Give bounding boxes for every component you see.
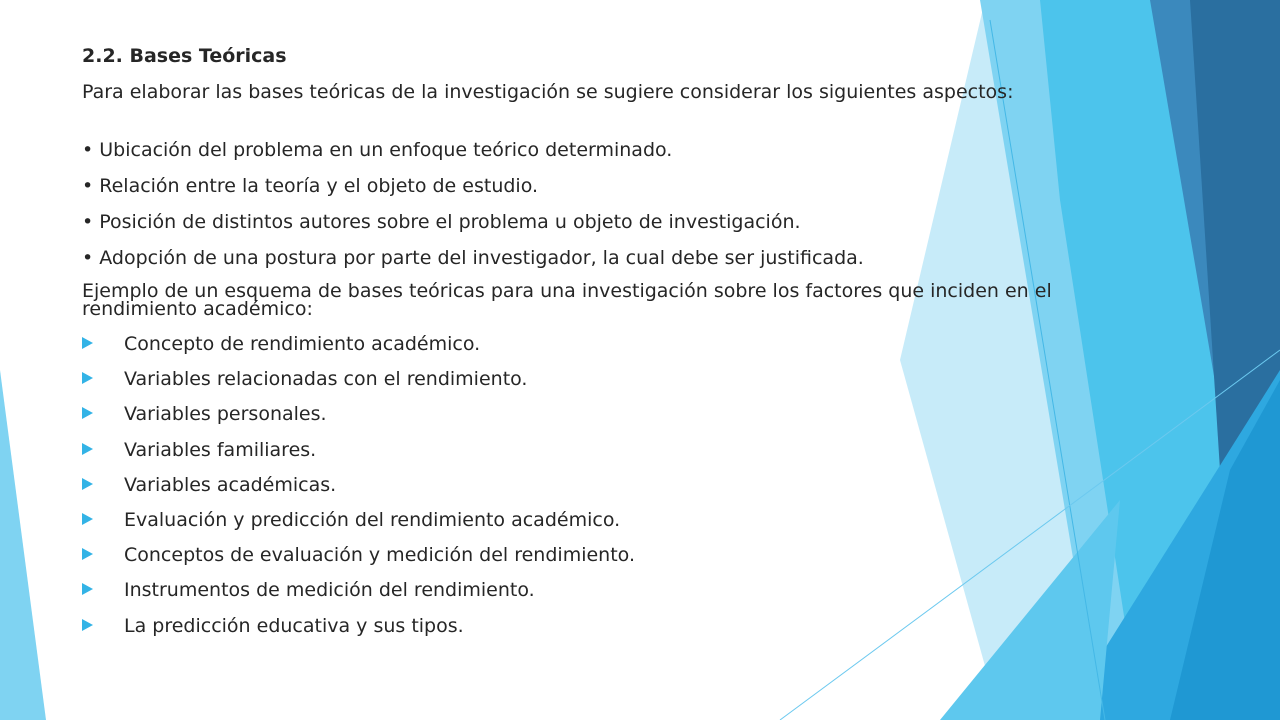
arrow-right-icon [82, 407, 93, 419]
schema-item [82, 473, 1102, 508]
intro-text: Para elaborar las bases teóricas de la investigación se sugiere considerar los siguientes aspectos: [82, 81, 1014, 103]
schema-item-label: Variables personales. [124, 403, 327, 426]
schema-item-label: Instrumentos de medición del rendimiento. [124, 579, 535, 602]
arrow-right-icon [82, 619, 93, 631]
schema-item-label: Concepto de rendimiento académico. [124, 333, 481, 355]
example-text: Ejemplo de un esquema de bases teóricas para una investigación sobre los factores que inciden en el rendimiento académico: [82, 280, 1052, 320]
left-edge-stripe [0, 370, 46, 720]
schema-item [82, 332, 1102, 367]
schema-list [82, 332, 1102, 649]
schema-item-label: Variables familiares. [124, 438, 317, 461]
slide-title: 2.2. Bases Teóricas [82, 45, 287, 67]
arrow-right-icon [82, 478, 93, 490]
schema-item-label: Conceptos de evaluación y medición del rendimiento. [124, 544, 635, 567]
arrow-right-icon [82, 337, 93, 349]
arrow-right-icon [82, 548, 93, 560]
schema-item [82, 367, 1102, 402]
aspect-item: • Adopción de una postura por parte del investigador, la cual debe ser justificada. [82, 247, 864, 269]
arrow-right-icon [82, 372, 93, 384]
schema-item [82, 614, 1102, 649]
schema-item-label: Evaluación y predicción del rendimiento académico. [124, 508, 621, 531]
schema-item [82, 402, 1102, 437]
aspect-item: • Ubicación del problema en un enfoque teórico determinado. [82, 139, 673, 161]
schema-item-label: Variables relacionadas con el rendimiento. [124, 368, 528, 391]
aspect-item: • Relación entre la teoría y el objeto de estudio. [82, 175, 539, 197]
aspect-item: • Posición de distintos autores sobre el problema u objeto de investigación. [82, 211, 801, 233]
schema-item [82, 578, 1102, 613]
arrow-right-icon [82, 513, 93, 525]
slide-content [82, 44, 1102, 649]
schema-item-label: La predicción educativa y sus tipos. [124, 614, 464, 637]
schema-item [82, 508, 1102, 543]
aspects-list [82, 138, 1102, 282]
schema-item [82, 438, 1102, 473]
schema-item-label: Variables académicas. [124, 473, 337, 496]
arrow-right-icon [82, 443, 93, 455]
arrow-right-icon [82, 583, 93, 595]
schema-item [82, 543, 1102, 578]
